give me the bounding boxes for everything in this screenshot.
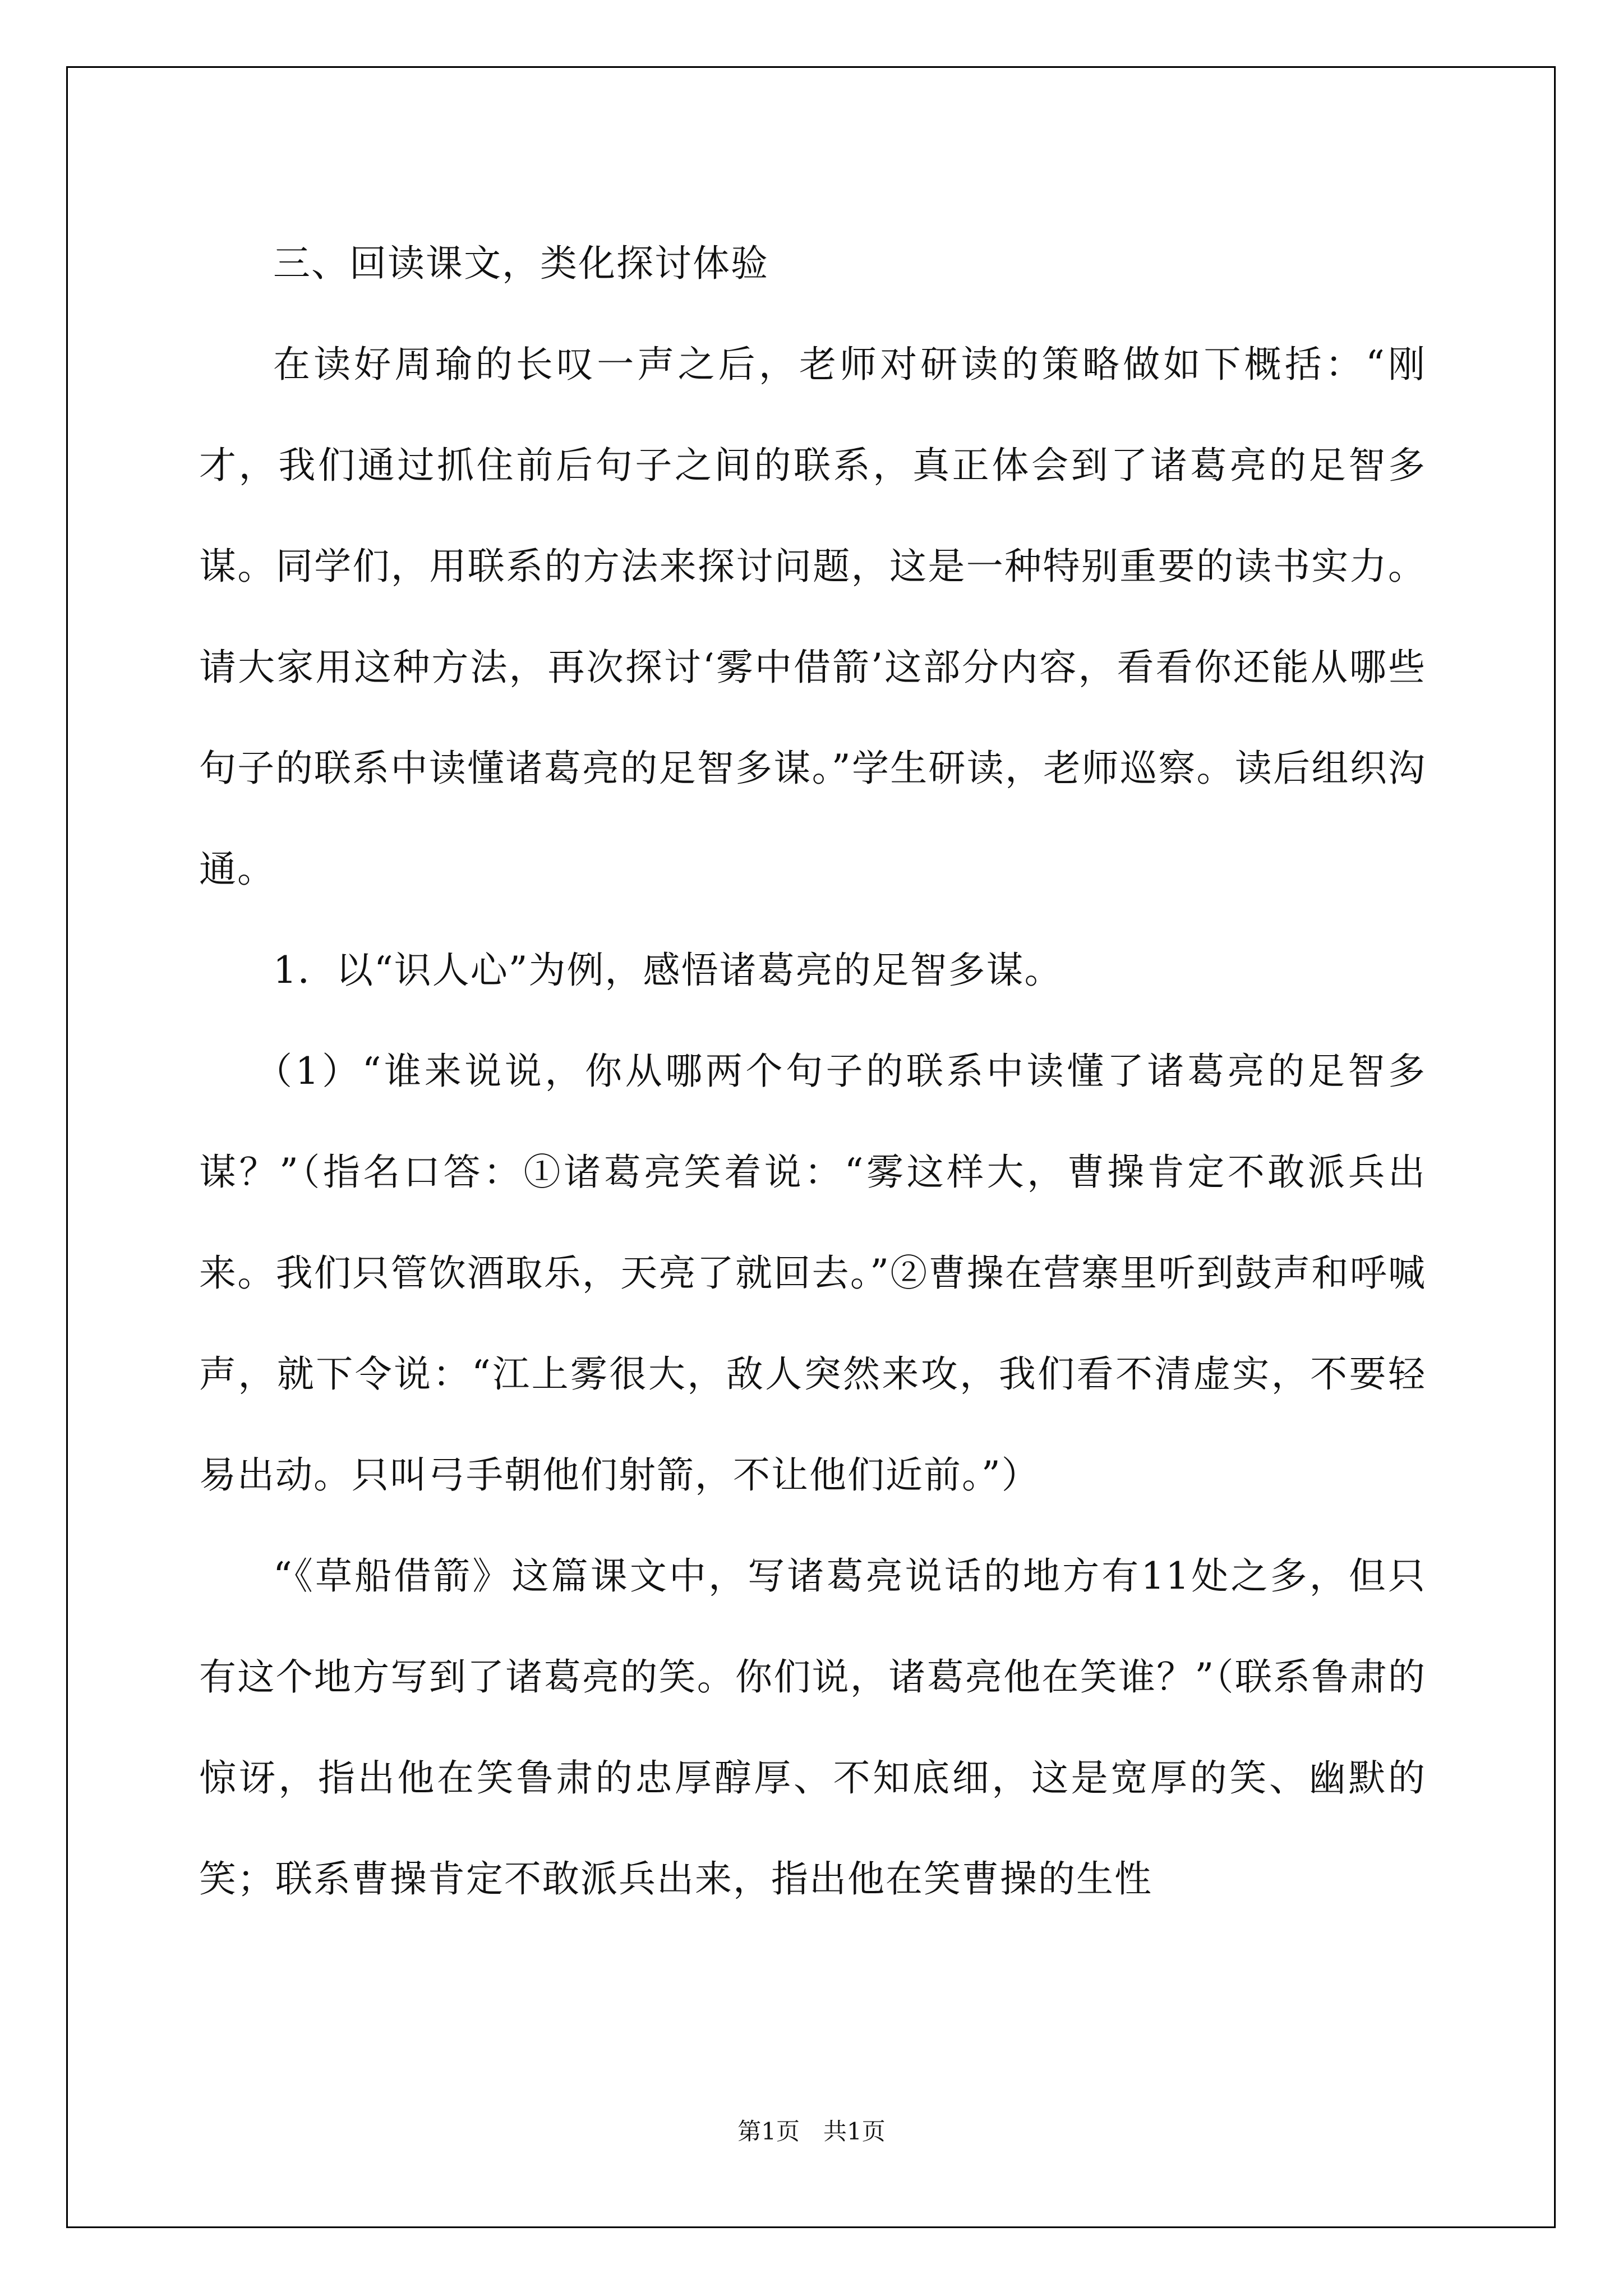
document-body	[199, 213, 1426, 1930]
section-heading: 三、回读课文，类化探讨体验	[273, 242, 769, 285]
page-footer: 第1页 共1页	[737, 2118, 886, 2145]
paragraph-question-1: （1）“谁来说说，你从哪两个句子的联系中读懂了诸葛亮的足智多谋？”（指名口答：①诸葛亮笑着说：“雾这样大，曹操肯定不敢派兵出来。我们只管饮酒取乐，天亮了就回去。”②曹操在营寨里听到鼓声和呼喊声，就下令说：“江上雾很大，敌人突然来攻，我们看不清虚实，不要轻易出动。只叫弓手朝他们射箭，不让他们近前。”）	[199, 1050, 1426, 1497]
paragraph-discussion: “《草船借箭》这篇课文中，写诸葛亮说话的地方有11处之多，但只有这个地方写到了诸葛亮的笑。你们说，诸葛亮他在笑谁？”（联系鲁肃的惊讶，指出他在笑鲁肃的忠厚醇厚、不知底细，这是宽厚的笑、幽默的笑；联系曹操肯定不敢派兵出来，指出他在笑曹操的生性	[199, 1554, 1426, 1901]
list-item-heading: 1．以“识人心”为例，感悟诸葛亮的足智多谋。	[273, 949, 1063, 992]
paragraph-summary: 在读好周瑜的长叹一声之后，老师对研读的策略做如下概括：“刚才，我们通过抓住前后句子之间的联系，真正体会到了诸葛亮的足智多谋。同学们，用联系的方法来探讨问题，这是一种特别重要的读书实力。请大家用这种方法，再次探讨‘雾中借箭’这部分内容，看看你还能从哪些句子的联系中读懂诸葛亮的足智多谋。”学生研读，老师巡察。读后组织沟通。	[199, 343, 1426, 891]
